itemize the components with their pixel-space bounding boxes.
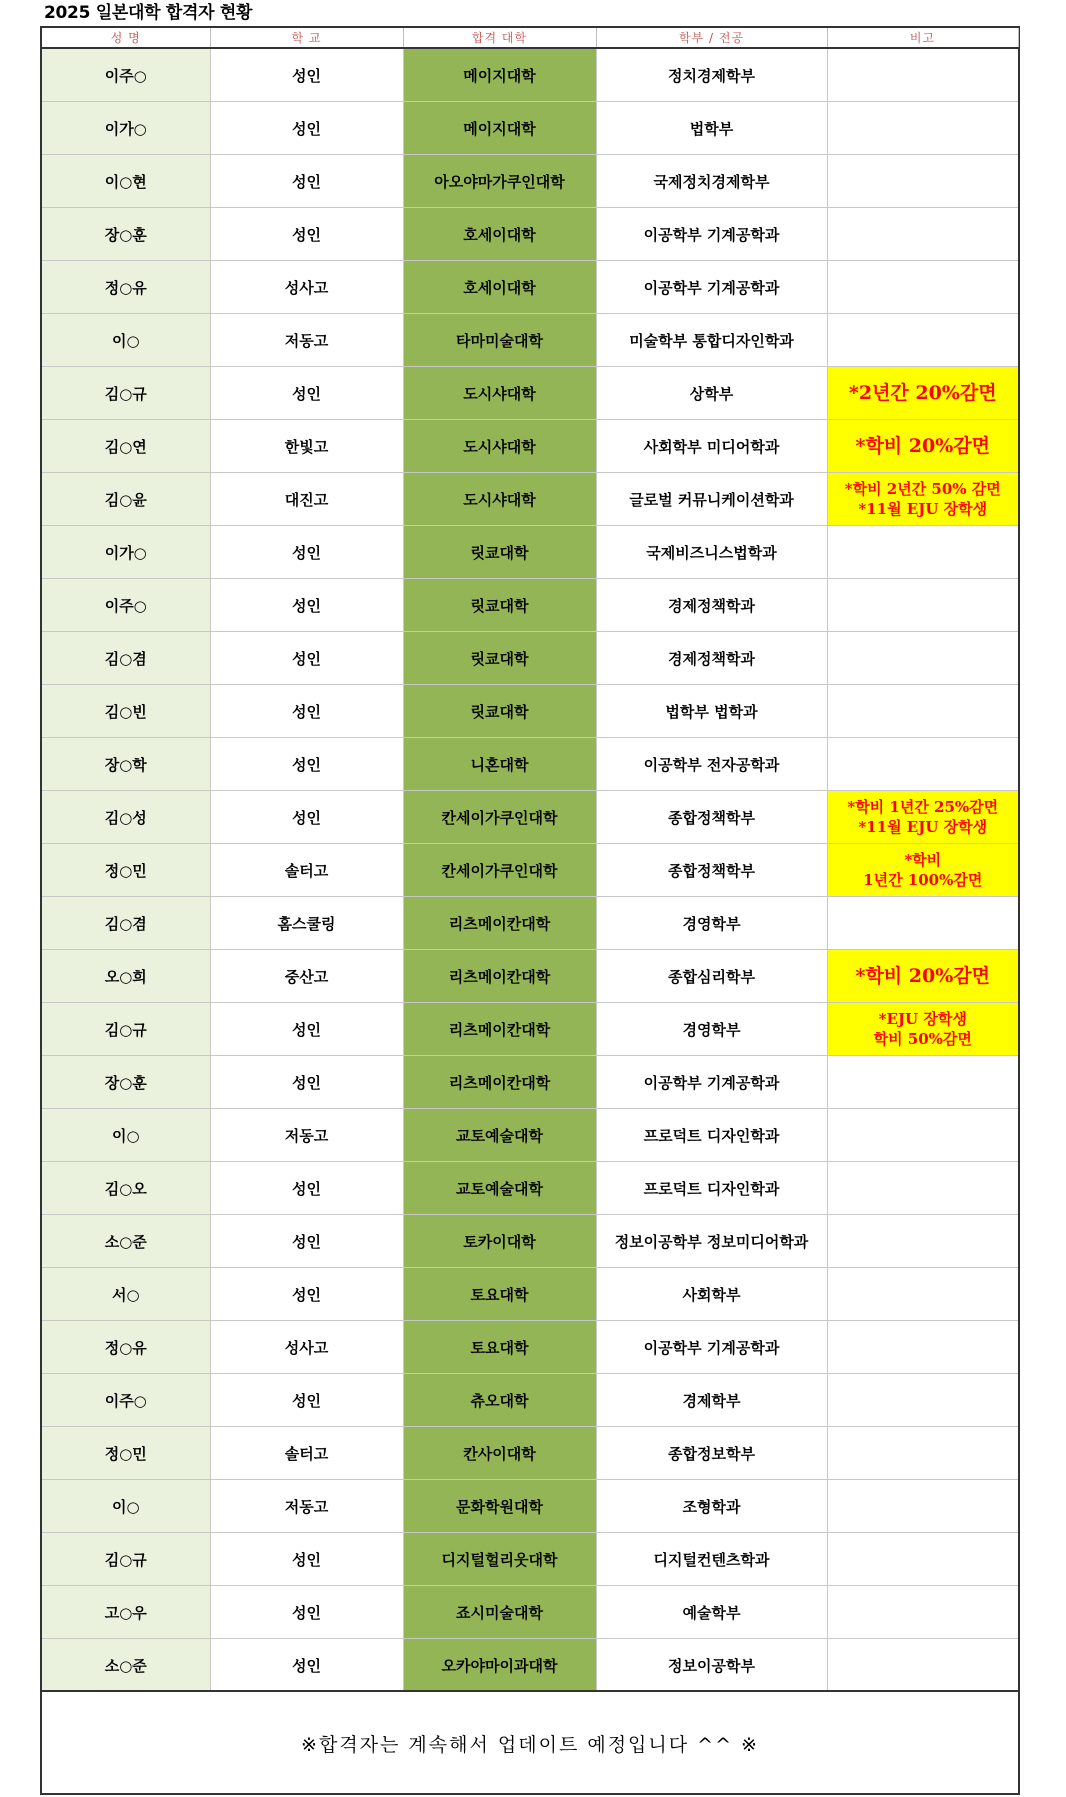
table-row	[42, 1586, 1018, 1639]
university-cell: 릿쿄대학	[403, 632, 596, 685]
table-header-row	[42, 28, 1018, 48]
student-name-cell: 정○민	[42, 844, 210, 897]
school-cell: 성인	[210, 738, 403, 791]
table-row	[42, 950, 1018, 1003]
major-cell: 종합정보학부	[596, 1427, 827, 1480]
university-cell: 호세이대학	[403, 208, 596, 261]
student-name-cell: 이가○	[42, 102, 210, 155]
major-cell: 정치경제학부	[596, 48, 827, 102]
school-cell: 성인	[210, 1586, 403, 1639]
note-cell	[827, 102, 1018, 155]
note-cell	[827, 155, 1018, 208]
column-header-name: 성 명	[42, 28, 210, 48]
student-name-cell: 김○규	[42, 367, 210, 420]
student-name-cell: 이주○	[42, 579, 210, 632]
note-cell	[827, 1374, 1018, 1427]
major-cell: 디지털컨텐츠학과	[596, 1533, 827, 1586]
note-cell	[827, 950, 1018, 1003]
university-cell: 릿쿄대학	[403, 579, 596, 632]
column-header-note: 비고	[827, 28, 1018, 48]
table-row	[42, 1480, 1018, 1533]
note-cell	[827, 473, 1018, 526]
school-cell: 성인	[210, 1215, 403, 1268]
note-cell	[827, 1003, 1018, 1056]
school-cell: 성사고	[210, 1321, 403, 1374]
university-cell: 츄오대학	[403, 1374, 596, 1427]
school-cell: 성인	[210, 208, 403, 261]
major-cell: 경제학부	[596, 1374, 827, 1427]
footer-note: ※합격자는 계속해서 업데이트 예정입니다 ^^ ※	[42, 1690, 1018, 1795]
student-name-cell: 김○겸	[42, 897, 210, 950]
table-row	[42, 685, 1018, 738]
school-cell: 솔터고	[210, 844, 403, 897]
school-cell: 성인	[210, 685, 403, 738]
note-cell	[827, 1109, 1018, 1162]
major-cell: 국제비즈니스법학과	[596, 526, 827, 579]
university-cell: 메이지대학	[403, 102, 596, 155]
university-cell: 리츠메이칸대학	[403, 1003, 596, 1056]
major-cell: 프로덕트 디자인학과	[596, 1162, 827, 1215]
school-cell: 대진고	[210, 473, 403, 526]
school-cell: 성인	[210, 1056, 403, 1109]
table-row	[42, 1639, 1018, 1692]
student-name-cell: 장○학	[42, 738, 210, 791]
major-cell: 종합정책학부	[596, 791, 827, 844]
university-cell: 토카이대학	[403, 1215, 596, 1268]
major-cell: 프로덕트 디자인학과	[596, 1109, 827, 1162]
school-cell: 저동고	[210, 314, 403, 367]
university-cell: 리츠메이칸대학	[403, 897, 596, 950]
note-cell	[827, 1480, 1018, 1533]
table-row	[42, 1003, 1018, 1056]
scholarship-note: *2년간 20%감면	[848, 381, 997, 404]
major-cell: 경영학부	[596, 1003, 827, 1056]
note-cell	[827, 1268, 1018, 1321]
table-row	[42, 261, 1018, 314]
note-cell	[827, 1586, 1018, 1639]
note-cell	[827, 897, 1018, 950]
student-name-cell: 장○훈	[42, 1056, 210, 1109]
student-name-cell: 김○규	[42, 1533, 210, 1586]
major-cell: 상학부	[596, 367, 827, 420]
major-cell: 경제정책학과	[596, 579, 827, 632]
table-row	[42, 526, 1018, 579]
university-cell: 토요대학	[403, 1268, 596, 1321]
university-cell: 오카야마이과대학	[403, 1639, 596, 1692]
table-row	[42, 791, 1018, 844]
table-row	[42, 208, 1018, 261]
table-row	[42, 314, 1018, 367]
table-row	[42, 738, 1018, 791]
university-cell: 도시샤대학	[403, 420, 596, 473]
major-cell: 경영학부	[596, 897, 827, 950]
student-name-cell: 김○윤	[42, 473, 210, 526]
note-cell	[827, 844, 1018, 897]
scholarship-note: *학비 1년간 100%감면	[863, 851, 983, 889]
table-row	[42, 1427, 1018, 1480]
student-name-cell: 오○희	[42, 950, 210, 1003]
table-row	[42, 102, 1018, 155]
table-row	[42, 1056, 1018, 1109]
student-name-cell: 정○유	[42, 1321, 210, 1374]
student-name-cell: 서○	[42, 1268, 210, 1321]
major-cell: 이공학부 기계공학과	[596, 261, 827, 314]
student-name-cell: 김○겸	[42, 632, 210, 685]
note-cell	[827, 1215, 1018, 1268]
university-cell: 칸사이대학	[403, 1427, 596, 1480]
student-name-cell: 김○연	[42, 420, 210, 473]
university-cell: 디지털헐리웃대학	[403, 1533, 596, 1586]
school-cell: 성인	[210, 1162, 403, 1215]
note-cell	[827, 1639, 1018, 1692]
note-cell	[827, 1162, 1018, 1215]
student-name-cell: 이주○	[42, 48, 210, 102]
school-cell: 성인	[210, 632, 403, 685]
student-name-cell: 이주○	[42, 1374, 210, 1427]
scholarship-note: *학비 2년간 50% 감면 *11월 EJU 장학생	[844, 480, 1001, 518]
school-cell: 성인	[210, 367, 403, 420]
major-cell: 이공학부 기계공학과	[596, 208, 827, 261]
university-cell: 타마미술대학	[403, 314, 596, 367]
student-name-cell: 정○민	[42, 1427, 210, 1480]
table-row	[42, 632, 1018, 685]
university-cell: 리츠메이칸대학	[403, 950, 596, 1003]
student-name-cell: 이○현	[42, 155, 210, 208]
university-cell: 도시샤대학	[403, 367, 596, 420]
major-cell: 미술학부 통합디자인학과	[596, 314, 827, 367]
university-cell: 호세이대학	[403, 261, 596, 314]
school-cell: 성인	[210, 102, 403, 155]
table-row	[42, 1109, 1018, 1162]
table-row	[42, 155, 1018, 208]
school-cell: 성인	[210, 1003, 403, 1056]
table-row	[42, 579, 1018, 632]
scholarship-note: *EJU 장학생 학비 50%감면	[873, 1010, 972, 1048]
scholarship-note: *학비 20%감면	[855, 434, 990, 457]
university-cell: 도시샤대학	[403, 473, 596, 526]
major-cell: 종합심리학부	[596, 950, 827, 1003]
school-cell: 성인	[210, 526, 403, 579]
student-name-cell: 장○훈	[42, 208, 210, 261]
school-cell: 성인	[210, 579, 403, 632]
note-cell	[827, 367, 1018, 420]
note-cell	[827, 791, 1018, 844]
table-row	[42, 844, 1018, 897]
page-title: 2025 일본대학 합격자 현황	[44, 3, 253, 23]
note-cell	[827, 420, 1018, 473]
school-cell: 성인	[210, 791, 403, 844]
table-row	[42, 1321, 1018, 1374]
major-cell: 경제정책학과	[596, 632, 827, 685]
major-cell: 국제정치경제학부	[596, 155, 827, 208]
university-cell: 아오야마가쿠인대학	[403, 155, 596, 208]
university-cell: 리츠메이칸대학	[403, 1056, 596, 1109]
table-row	[42, 420, 1018, 473]
major-cell: 이공학부 기계공학과	[596, 1056, 827, 1109]
school-cell: 성인	[210, 1533, 403, 1586]
student-name-cell: 김○빈	[42, 685, 210, 738]
school-cell: 저동고	[210, 1109, 403, 1162]
university-cell: 니혼대학	[403, 738, 596, 791]
major-cell: 정보이공학부 정보미디어학과	[596, 1215, 827, 1268]
table-row	[42, 1374, 1018, 1427]
major-cell: 정보이공학부	[596, 1639, 827, 1692]
university-cell: 토요대학	[403, 1321, 596, 1374]
school-cell: 성인	[210, 48, 403, 102]
university-cell: 릿쿄대학	[403, 526, 596, 579]
school-cell: 성인	[210, 155, 403, 208]
university-cell: 교토예술대학	[403, 1109, 596, 1162]
major-cell: 사회학부	[596, 1268, 827, 1321]
table-row	[42, 1162, 1018, 1215]
school-cell: 홈스쿨링	[210, 897, 403, 950]
results-table	[42, 28, 1019, 1692]
note-cell	[827, 632, 1018, 685]
student-name-cell: 소○준	[42, 1639, 210, 1692]
note-cell	[827, 738, 1018, 791]
major-cell: 종합정책학부	[596, 844, 827, 897]
column-header-school: 학 교	[210, 28, 403, 48]
student-name-cell: 고○우	[42, 1586, 210, 1639]
table-row	[42, 473, 1018, 526]
major-cell: 이공학부 전자공학과	[596, 738, 827, 791]
note-cell	[827, 1321, 1018, 1374]
university-cell: 교토예술대학	[403, 1162, 596, 1215]
student-name-cell: 김○규	[42, 1003, 210, 1056]
student-name-cell: 이○	[42, 1109, 210, 1162]
note-cell	[827, 579, 1018, 632]
table-row	[42, 1533, 1018, 1586]
school-cell: 성인	[210, 1374, 403, 1427]
student-name-cell: 이가○	[42, 526, 210, 579]
column-header-university: 합격 대학	[403, 28, 596, 48]
school-cell: 성사고	[210, 261, 403, 314]
university-cell: 릿쿄대학	[403, 685, 596, 738]
university-cell: 칸세이가쿠인대학	[403, 791, 596, 844]
student-name-cell: 소○준	[42, 1215, 210, 1268]
student-name-cell: 이○	[42, 1480, 210, 1533]
school-cell: 솔터고	[210, 1427, 403, 1480]
student-name-cell: 이○	[42, 314, 210, 367]
university-cell: 메이지대학	[403, 48, 596, 102]
table-row	[42, 897, 1018, 950]
note-cell	[827, 1427, 1018, 1480]
student-name-cell: 김○오	[42, 1162, 210, 1215]
table-row	[42, 1268, 1018, 1321]
table-row	[42, 367, 1018, 420]
table-row	[42, 1215, 1018, 1268]
school-cell: 성인	[210, 1639, 403, 1692]
note-cell	[827, 48, 1018, 102]
table-row	[42, 48, 1018, 102]
note-cell	[827, 1056, 1018, 1109]
student-name-cell: 김○성	[42, 791, 210, 844]
note-cell	[827, 208, 1018, 261]
school-cell: 성인	[210, 1268, 403, 1321]
column-header-major: 학부 / 전공	[596, 28, 827, 48]
school-cell: 중산고	[210, 950, 403, 1003]
results-sheet	[40, 26, 1020, 1795]
university-cell: 문화학원대학	[403, 1480, 596, 1533]
university-cell: 죠시미술대학	[403, 1586, 596, 1639]
major-cell: 예술학부	[596, 1586, 827, 1639]
note-cell	[827, 685, 1018, 738]
school-cell: 저동고	[210, 1480, 403, 1533]
major-cell: 법학부	[596, 102, 827, 155]
major-cell: 법학부 법학과	[596, 685, 827, 738]
note-cell	[827, 261, 1018, 314]
scholarship-note: *학비 20%감면	[855, 964, 990, 987]
note-cell	[827, 314, 1018, 367]
school-cell: 한빛고	[210, 420, 403, 473]
scholarship-note: *학비 1년간 25%감면 *11월 EJU 장학생	[847, 798, 999, 836]
major-cell: 글로벌 커뮤니케이션학과	[596, 473, 827, 526]
note-cell	[827, 526, 1018, 579]
university-cell: 칸세이가쿠인대학	[403, 844, 596, 897]
major-cell: 이공학부 기계공학과	[596, 1321, 827, 1374]
major-cell: 사회학부 미디어학과	[596, 420, 827, 473]
note-cell	[827, 1533, 1018, 1586]
student-name-cell: 정○유	[42, 261, 210, 314]
major-cell: 조형학과	[596, 1480, 827, 1533]
